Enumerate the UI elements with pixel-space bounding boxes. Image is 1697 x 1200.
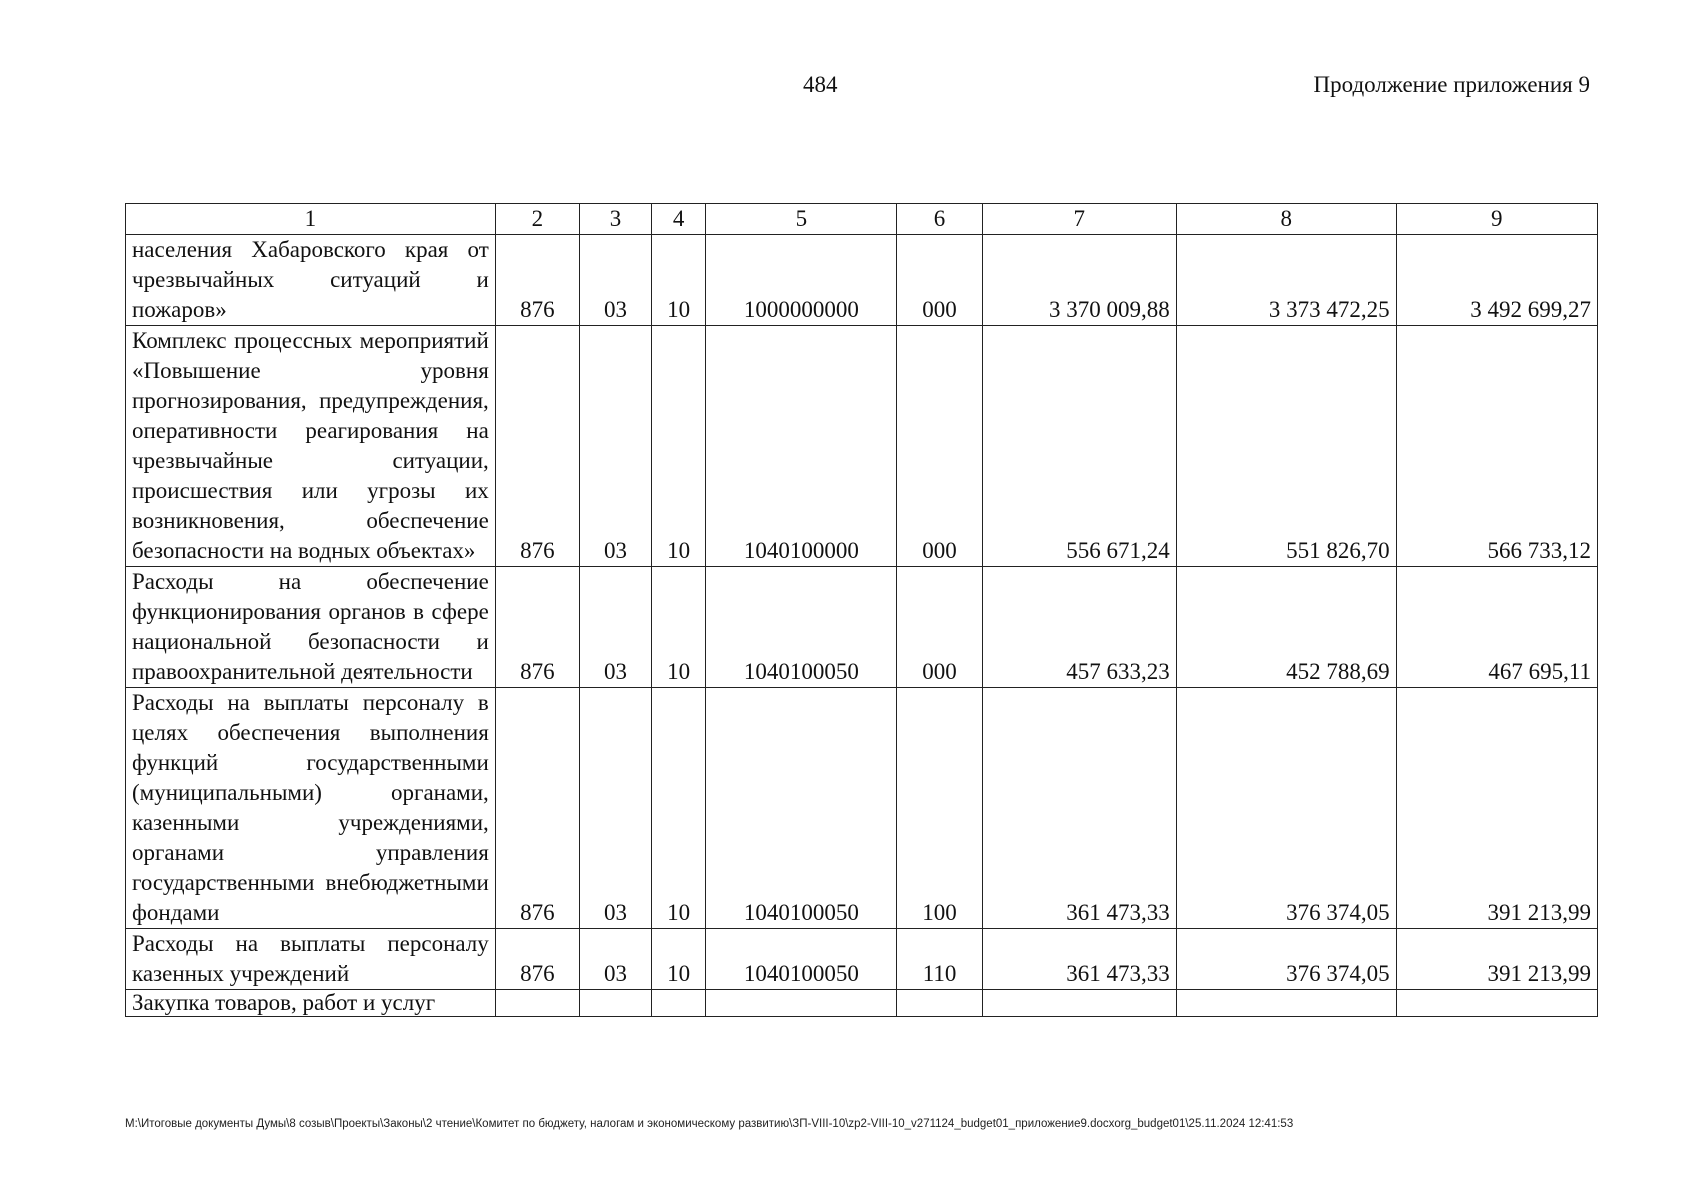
row-name: Закупка товаров, работ и услуг (126, 990, 496, 1017)
budget-table (125, 203, 1598, 1017)
document-path-footer: М:\Итоговые документы Думы\8 созыв\Проекты\Законы\2 чтение\Комитет по бюджету, налогам и экономическому развитию\ЗП-VIII-10\zp2-VIII-10_v271124_budget01_приложение9.docxorg_budget01\25.11.2024 12:41:53 (125, 1118, 1294, 1130)
amount-col9: 391 213,99 (1396, 688, 1597, 929)
expense-type-code: 000 (897, 235, 982, 326)
column-header: 1 (126, 204, 496, 235)
admin-code (495, 990, 579, 1017)
continuation-title: Продолжение приложения 9 (1313, 72, 1590, 97)
column-header: 9 (1396, 204, 1597, 235)
subsection-code: 10 (651, 688, 705, 929)
amount-col8: 452 788,69 (1176, 567, 1396, 688)
target-article-code: 1040100050 (706, 567, 897, 688)
amount-col9: 391 213,99 (1396, 929, 1597, 990)
admin-code: 876 (495, 929, 579, 990)
section-code: 03 (580, 688, 652, 929)
column-header: 7 (982, 204, 1176, 235)
page-number: 484 (803, 72, 838, 97)
table-row (126, 990, 1598, 1017)
admin-code: 876 (495, 235, 579, 326)
target-article-code (706, 990, 897, 1017)
table-row (126, 567, 1598, 688)
expense-type-code: 110 (897, 929, 982, 990)
column-header: 8 (1176, 204, 1396, 235)
amount-col9: 467 695,11 (1396, 567, 1597, 688)
amount-col8: 3 373 472,25 (1176, 235, 1396, 326)
table-row (126, 235, 1598, 326)
row-name: населения Хабаровского края от чрезвычайных ситуаций и пожаров» (126, 235, 496, 326)
admin-code: 876 (495, 688, 579, 929)
amount-col7 (982, 990, 1176, 1017)
target-article-code: 1040100050 (706, 688, 897, 929)
amount-col7: 457 633,23 (982, 567, 1176, 688)
subsection-code: 10 (651, 235, 705, 326)
section-code: 03 (580, 326, 652, 567)
amount-col8 (1176, 990, 1396, 1017)
amount-col7: 556 671,24 (982, 326, 1176, 567)
row-name: Расходы на выплаты персоналу в целях обеспечения выполнения функций государственными (муниципальными) органами, казенными учреждениями, органами управления государственными внебюджетными фондами (126, 688, 496, 929)
target-article-code: 1040100000 (706, 326, 897, 567)
column-header: 4 (651, 204, 705, 235)
table-row (126, 929, 1598, 990)
target-article-code: 1040100050 (706, 929, 897, 990)
expense-type-code: 000 (897, 326, 982, 567)
amount-col7: 361 473,33 (982, 688, 1176, 929)
column-header: 6 (897, 204, 982, 235)
row-name: Расходы на обеспечение функционирования органов в сфере национальной безопасности и правоохранительной деятельности (126, 567, 496, 688)
table-row (126, 326, 1598, 567)
amount-col9 (1396, 990, 1597, 1017)
section-code: 03 (580, 929, 652, 990)
amount-col8: 551 826,70 (1176, 326, 1396, 567)
subsection-code: 10 (651, 326, 705, 567)
amount-col9: 566 733,12 (1396, 326, 1597, 567)
column-header: 3 (580, 204, 652, 235)
subsection-code: 10 (651, 567, 705, 688)
amount-col7: 361 473,33 (982, 929, 1176, 990)
column-number-row (126, 204, 1598, 235)
amount-col7: 3 370 009,88 (982, 235, 1176, 326)
admin-code: 876 (495, 326, 579, 567)
amount-col9: 3 492 699,27 (1396, 235, 1597, 326)
expense-type-code (897, 990, 982, 1017)
admin-code: 876 (495, 567, 579, 688)
expense-type-code: 000 (897, 567, 982, 688)
section-code (580, 990, 652, 1017)
table-row (126, 688, 1598, 929)
section-code: 03 (580, 567, 652, 688)
amount-col8: 376 374,05 (1176, 688, 1396, 929)
section-code: 03 (580, 235, 652, 326)
amount-col8: 376 374,05 (1176, 929, 1396, 990)
column-header: 5 (706, 204, 897, 235)
row-name: Комплекс процессных мероприятий «Повышение уровня прогнозирования, предупреждения, оперативности реагирования на чрезвычайные ситуации, происшествия или угрозы их возникновения, обеспечение безопасности на водных объектах» (126, 326, 496, 567)
subsection-code (651, 990, 705, 1017)
target-article-code: 1000000000 (706, 235, 897, 326)
subsection-code: 10 (651, 929, 705, 990)
row-name: Расходы на выплаты персоналу казенных учреждений (126, 929, 496, 990)
column-header: 2 (495, 204, 579, 235)
expense-type-code: 100 (897, 688, 982, 929)
